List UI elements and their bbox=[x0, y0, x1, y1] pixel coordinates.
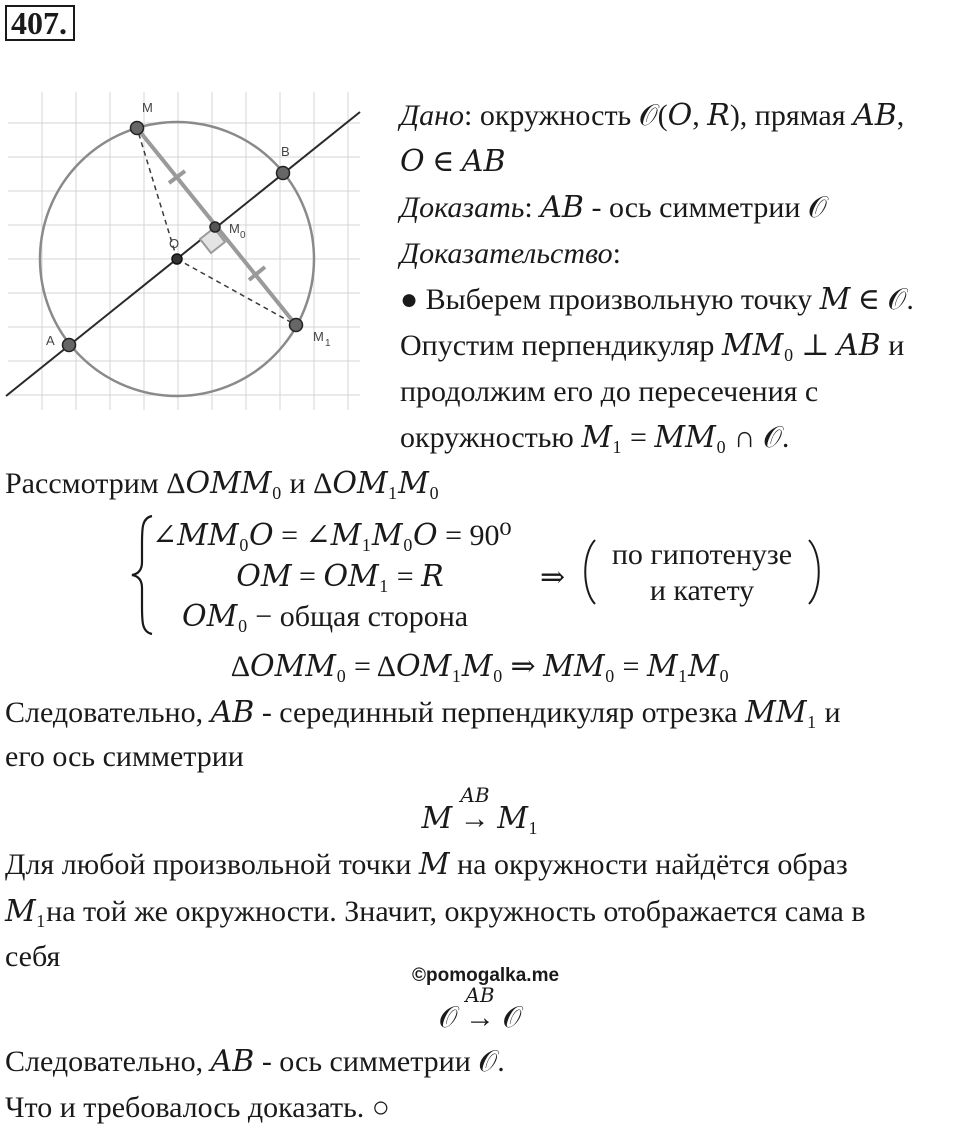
consider-line: Рассмотрим Δ𝑂𝑀𝑀₀ и Δ𝑂𝑀₁𝑀₀ bbox=[5, 467, 440, 500]
given-line-1 bbox=[400, 101, 904, 131]
problem-number: 407. bbox=[5, 5, 75, 41]
reason-line-1: по гипотенузе bbox=[611, 538, 793, 571]
conclusion2: Следовательно, 𝐴𝐵 - ось симметрии 𝒪. bbox=[5, 1045, 505, 1078]
system-eq-1: ∠𝑀𝑀₀𝑂 = ∠𝑀₁𝑀₀𝑂 = 90⁰ bbox=[152, 519, 512, 552]
point-o bbox=[172, 254, 182, 264]
drop-perpendicular-line: Опустим перпендикуляр 𝑀𝑀₀ ⊥ 𝐴𝐵 и bbox=[400, 329, 905, 362]
label-b: B bbox=[281, 144, 290, 159]
system-eq-2: 𝑂𝑀 = 𝑂𝑀₁ = 𝑅 bbox=[236, 560, 444, 593]
label-o: O bbox=[169, 236, 180, 251]
proof-heading bbox=[400, 239, 621, 269]
any-point-line-3: себя bbox=[5, 940, 61, 973]
system-eq-3: 𝑂𝑀₀ − общая сторона bbox=[182, 600, 469, 633]
reason-paren-right bbox=[806, 538, 824, 606]
proof-colon: : bbox=[612, 237, 621, 270]
line-ab bbox=[6, 112, 360, 396]
label-m0: M bbox=[229, 221, 240, 236]
given-text: : окружность 𝒪(𝑂, 𝑅), прямая 𝐴𝐵, bbox=[463, 99, 905, 132]
any-point-line-1: Для любой произвольной точки 𝑀 на окружности найдётся образ bbox=[5, 848, 848, 881]
label-a: A bbox=[46, 333, 55, 348]
congruence-line: Δ𝑂𝑀𝑀₀ = Δ𝑂𝑀₁𝑀₀ ⇒ 𝑀𝑀₀ = 𝑀₁𝑀₀ bbox=[230, 650, 730, 683]
any-point-line-2: 𝑀₁на той же окружности. Значит, окружность отображается сама в bbox=[5, 895, 866, 928]
prove-label: Доказать bbox=[400, 191, 525, 224]
extend-line: продолжим его до пересечения с bbox=[400, 375, 819, 408]
conclusion1-line-2: его ось симметрии bbox=[5, 740, 244, 773]
mapping1-arrow: 𝑀 → 𝑀₁ bbox=[421, 802, 539, 835]
point-b bbox=[277, 167, 290, 180]
point-m bbox=[131, 122, 144, 135]
point-a bbox=[63, 339, 76, 352]
label-m: M bbox=[142, 100, 153, 115]
qed-line: Что и требовалось доказать. ○ bbox=[5, 1091, 390, 1124]
bullet-line: ● Выберем произвольную точку 𝑀 ∈ 𝒪. bbox=[400, 283, 914, 316]
implies-arrow: ⇒ bbox=[540, 561, 566, 594]
conclusion1-line-1: Следовательно, 𝐴𝐵 - серединный перпендикуляр отрезка 𝑀𝑀₁ и bbox=[5, 696, 841, 729]
given-line-2: 𝑂 ∈ 𝐴𝐵 bbox=[400, 145, 506, 178]
point-m1 bbox=[290, 319, 303, 332]
mapping1-label: 𝐴𝐵 bbox=[460, 785, 490, 807]
mapping2-label: 𝐴𝐵 bbox=[465, 985, 495, 1007]
mapping2-arrow: 𝒪 → 𝒪 bbox=[438, 1001, 522, 1034]
proof-label: Доказательство bbox=[400, 237, 613, 270]
segment-om1-dashed bbox=[177, 259, 296, 325]
point-m0 bbox=[210, 222, 220, 232]
reason-line-2: и катету bbox=[649, 574, 755, 607]
prove-line bbox=[400, 193, 827, 223]
watermark: ©pomogalka.me bbox=[412, 965, 560, 986]
label-m1: M bbox=[313, 329, 324, 344]
intersection-line: окружностью 𝑀₁ = 𝑀𝑀₀ ∩ 𝒪. bbox=[400, 421, 790, 454]
label-m0-sub: 0 bbox=[240, 230, 246, 241]
prove-text: : 𝐴𝐵 - ось симметрии 𝒪 bbox=[524, 191, 827, 224]
geometry-figure bbox=[0, 88, 370, 418]
label-m1-sub: 1 bbox=[325, 338, 331, 349]
given-label: Дано bbox=[400, 99, 464, 132]
